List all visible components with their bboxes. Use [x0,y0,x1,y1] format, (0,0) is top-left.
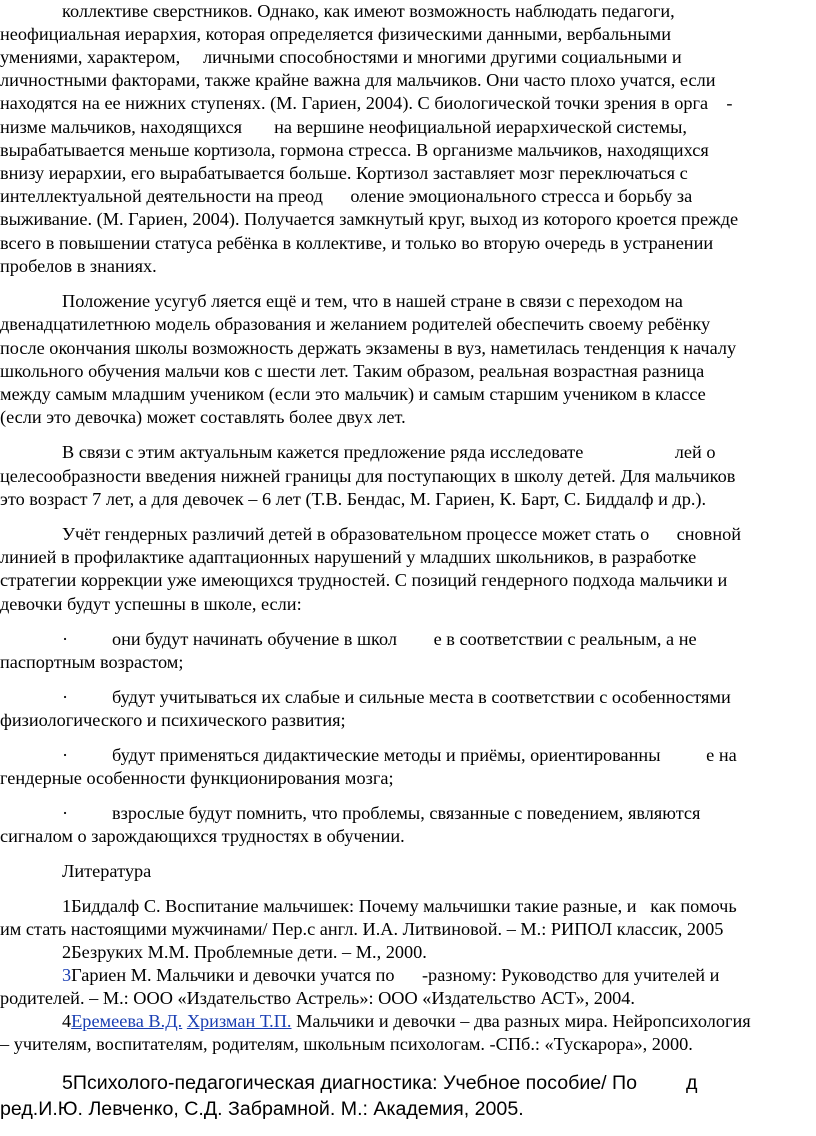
item-text: Психолого-педагогическая диагностика: Учебное пособие/ По д [72,1072,698,1094]
text-line [62,964,719,987]
text-line: В связи с этим актуальным кажется предложение ряда исследовате лей о [62,442,716,462]
item-number: 5 [62,1072,73,1094]
author-link-khrizman[interactable]: Хризман Т.П. [186,1011,292,1031]
text-line: (если это девочка) может составлять более двух лет. [0,407,406,427]
text-line [62,895,737,918]
text-line: личностными факторами, также крайне важна для мальчиков. Они часто плохо учатся, если [0,70,716,90]
text-line: вырабатывается меньше кортизола, гормона стресса. В организме мальчиков, находящихся [0,140,709,160]
text-line: между самым младшим учеником (если это мальчик) и самым старшим учеником в классе [0,384,706,404]
text-line: низме мальчиков, находящихся на вершине неофициальной иерархической системы, [0,117,687,137]
text-line: целесообразности введения нижней границы для поступающих в школу детей. Для мальчиков [0,466,736,486]
text-line: сигналом о зарождающихся трудностях в обучении. [0,826,405,846]
text-line: всего в повышении статуса ребёнка в коллективе, и только во вторую очередь в устранении [0,233,714,253]
text-line: гендерные особенности функционирования мозга; [0,768,394,788]
text-line [62,1010,751,1033]
bullet-marker: · [62,687,69,707]
text-line: взрослые будут помнить, что проблемы, связанные с поведением, являются [112,803,701,823]
text-line: девочки будут успешны в школе, если: [0,594,302,614]
bullet-marker: · [62,745,69,765]
text-line: умениями, характером, личными способностями и многими другими социальными и [0,47,682,67]
text-line: двенадцатилетнюю модель образования и желанием родителей обеспечить своему ребёнку [0,314,711,334]
bullet-marker: · [62,803,69,823]
text-line [62,1072,697,1095]
text-line: будут учитываться их слабые и сильные места в соответствии с особенностями [112,687,731,707]
item-number: 3 [62,965,72,985]
text-line: Учёт гендерных различий детей в образовательном процессе может стать о сновной [62,524,742,544]
item-number: 1 [62,896,72,916]
text-line: внизу иерархии, его вырабатывается больше. Кортизол заставляет мозг переключаться с [0,163,688,183]
text-line: после окончания школы возможность держать экзамены в вуз, наметилась тенденция к началу [0,338,737,358]
text-line: они будут начинать обучение в школ е в соответствии с реальным, а не [112,629,697,649]
text-line: им стать настоящими мужчинами/ Пер.с англ. И.А. Литвиновой. – М.: РИПОЛ классик, 2005 [0,919,724,939]
text-line: выживание. (М. Гариен, 2004). Получается замкнутый круг, выход из которого кроется прежде [0,209,739,229]
text-line [62,941,427,964]
text-line: неофициальная иерархия, которая определяется физическими данными, вербальными [0,24,671,44]
text-line: паспортным возрастом; [0,652,184,672]
text-line: пробелов в знаниях. [0,256,157,276]
item-text: Гариен М. Мальчики и девочки учатся по -разному: Руководство для учителей и [71,965,720,985]
item-text: Безруких М.М. Проблемные дети. – М., 2000. [71,942,427,962]
text-line: – учителям, воспитателям, родителям, школьным психологам. -СПб.: «Тускарора», 2000. [0,1034,693,1054]
text-line: ред.И.Ю. Левченко, С.Д. Забрамной. М.: Академия, 2005. [0,1098,524,1120]
text-line: школьного обучения мальчи ков с шести лет. Таким образом, реальная возрастная разница [0,361,705,381]
text-line: физиологического и психического развития; [0,710,346,730]
text-line: это возраст 7 лет, а для девочек – 6 лет (Т.В. Бендас, М. Гариен, К. Барт, С. Биддалф и др.). [0,489,707,509]
bullet-marker: · [62,629,69,649]
text-line: родителей. – М.: ООО «Издательство Астрель»: ООО «Издательство АСТ», 2004. [0,988,635,1008]
item-text: Биддалф С. Воспитание мальчишек: Почему мальчишки такие разные, и как помочь [71,896,737,916]
text-line: коллективе сверстников. Однако, как имеют возможность наблюдать педагоги, [62,1,675,21]
text-line: Положение усугуб ляется ещё и тем, что в нашей стране в связи с переходом на [62,291,683,311]
text-line: линией в профилактике адаптационных нарушений у младших школьников, в разработке [0,547,697,567]
text-line: находятся на ее нижних ступенях. (М. Гариен, 2004). С биологической точки зрения в орга - [0,93,733,113]
text-line: интеллектуальной деятельности на преод оление эмоционального стресса и борьбу за [0,186,693,206]
item-text: Мальчики и девочки – два разных мира. Нейропсихология [291,1011,751,1031]
text-line: стратегии коррекции уже имеющихся трудностей. С позиций гендерного подхода мальчики и [0,570,728,590]
item-number: 4 [62,1011,72,1031]
author-link-eremeeva[interactable]: Еремеева В.Д. [71,1011,183,1031]
item-number: 2 [62,942,72,962]
literature-heading: Литература [62,861,152,881]
text-line: будут применяться дидактические методы и приёмы, ориентированны е на [112,745,737,765]
